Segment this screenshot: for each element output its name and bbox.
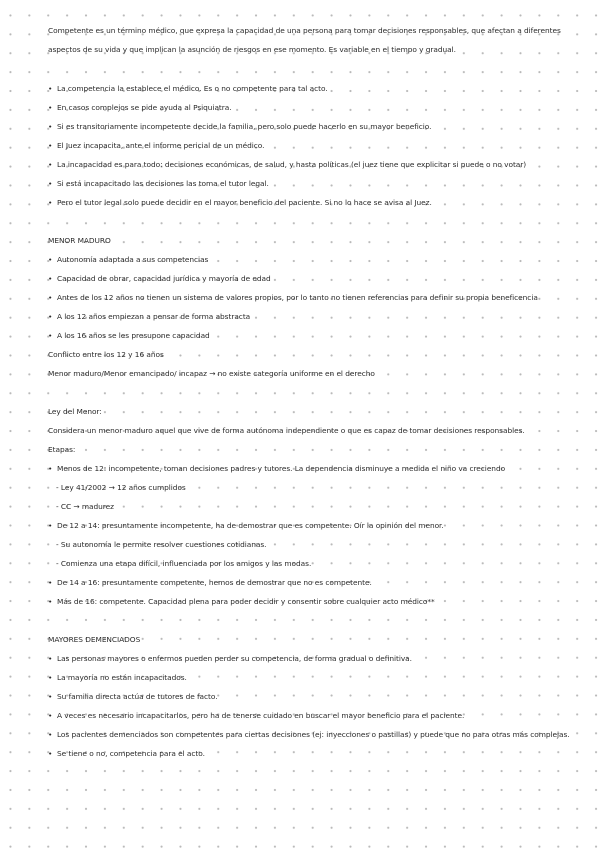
bullet-icon: • (48, 711, 53, 720)
bullet-icon: • (48, 122, 53, 131)
list-item: • La mayoría no están incapacitados. (48, 673, 187, 682)
list-item: • De 12 a 14: presuntamente incompetente, ha de demostrar que es competente. Oír la opinión del menor. (48, 521, 444, 530)
text-line: Considera un menor maduro aquel que vive de forma autónoma independiente o que es capaz de tomar decisiones responsables. (48, 426, 525, 435)
bullet-icon: • (48, 654, 53, 663)
sub-item: - CC → madurez (56, 502, 114, 511)
list-item: • En casos complejos se pide ayuda al Psiquiatra. (48, 103, 232, 112)
list-item: • El Juez incapacita, ante el informe pericial de un médico. (48, 141, 265, 150)
list-item: • Antes de los 12 años no tienen un sistema de valores propios, por lo tanto no tienen referencias para definir su propia beneficencia (48, 293, 538, 302)
bullet-icon: • (48, 692, 53, 701)
list-item: • Su familia directa actúa de tutores de facto. (48, 692, 218, 701)
bullet-icon: • (48, 179, 53, 188)
list-item: • Si está incapacitado las decisiones las toma el tutor legal. (48, 179, 269, 188)
bullet-icon: • (48, 141, 53, 150)
list-item: • A los 16 años se les presupone capacidad (48, 331, 210, 340)
list-item: • Más de 16: competente. Capacidad plena para poder decidir y consentir sobre cualquier acto médico** (48, 597, 435, 606)
sub-item: - Ley 41/2002 → 12 años cumplidos (56, 483, 186, 492)
list-item: • La competencia la establece el médico. Es o no competente para tal acto. (48, 84, 328, 93)
bullet-icon: • (48, 749, 53, 758)
section-heading: MAYORES DEMENCIADOS (48, 635, 141, 644)
list-item: • Pero el tutor legal solo puede decidir en el mayor beneficio del paciente. Si no lo hace se avisa al Juez. (48, 198, 432, 207)
bullet-icon: • (48, 160, 53, 169)
text-line: Etapas: (48, 445, 76, 454)
list-item: • Si es transitoriamente incompetente decide la familia, pero solo puede hacerlo en su mayor beneficio. (48, 122, 432, 131)
bullet-icon: • (48, 274, 53, 283)
section-heading: MENOR MADURO (48, 236, 111, 245)
bullet-icon: • (48, 312, 53, 321)
bullet-icon: • (48, 597, 53, 606)
bullet-icon: • (48, 331, 53, 340)
bullet-icon: • (48, 673, 53, 682)
section-heading: Ley del Menor: (48, 407, 102, 416)
list-item: • Se tiene o no, competencia para el acto. (48, 749, 205, 758)
intro-line: Competente es un término médico, que expresa la capacidad de una persona para tomar decisiones responsables, que afectan a diferentes (48, 26, 561, 35)
bullet-icon: • (48, 578, 53, 587)
list-item: • Las personas mayores o enfermos pueden perder su competencia, de forma gradual o definitiva. (48, 654, 412, 663)
list-item: • Capacidad de obrar, capacidad jurídica y mayoría de edad (48, 274, 271, 283)
bullet-icon: • (48, 464, 53, 473)
sub-item: - Comienza una etapa difícil, influenciada por los amigos y las modas. (56, 559, 312, 568)
list-item: • La incapacidad es para todo: decisiones económicas, de salud, y hasta políticas (el juez tiene que explicitar si puede o no votar) (48, 160, 527, 169)
intro-line: aspectos de su vida y que implican la asunción de riesgos en ese momento. Es variable en el tiempo y gradual. (48, 45, 456, 54)
text-line: Menor maduro/Menor emancipado/ incapaz → no existe categoría uniforme en el derecho (48, 369, 375, 378)
bullet-icon: • (48, 521, 53, 530)
bullet-icon: • (48, 84, 53, 93)
bullet-icon: • (48, 103, 53, 112)
list-item: • Los pacientes demenciados son competentes para ciertas decisiones (ej: inyecciones o pastillas) y puede que no para otras más complejas. (48, 730, 570, 739)
bullet-icon: • (48, 255, 53, 264)
list-item: • Menos de 12: incompetente, toman decisiones padres y tutores. La dependencia disminuye a medida el niño va creciendo (48, 464, 506, 473)
list-item: • A los 12 años empiezan a pensar de forma abstracta (48, 312, 251, 321)
list-item: • Autonomía adaptada a sus competencias (48, 255, 209, 264)
sub-item: - Su autonomía le permite resolver cuestiones cotidianas. (56, 540, 267, 549)
bullet-icon: • (48, 198, 53, 207)
bullet-icon: • (48, 730, 53, 739)
list-item: • A veces es necesario incapacitarlos, pero ha de tenerse cuidado en buscar el mayor beneficio para el paciente. (48, 711, 465, 720)
list-item: • De 14 a 16: presuntamente competente, hemos de demostrar que no es competente. (48, 578, 372, 587)
bullet-icon: • (48, 293, 53, 302)
text-line: Conflicto entre los 12 y 16 años (48, 350, 164, 359)
